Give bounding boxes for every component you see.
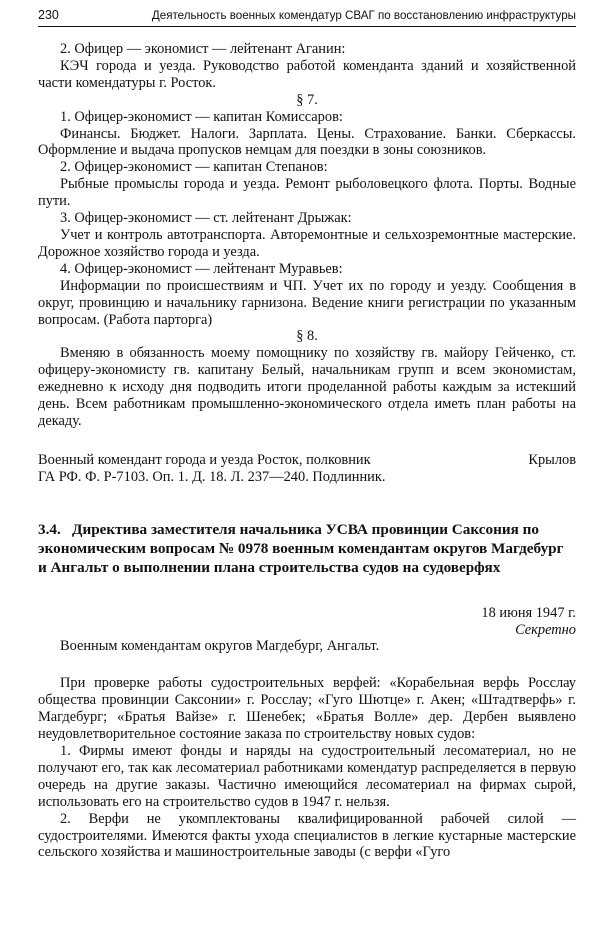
- officer-duties: Рыбные промыслы города и уезда. Ремонт рыболовецкого флота. Порты. Водные пути.: [38, 176, 576, 210]
- signature-line: [38, 452, 576, 469]
- officer-duties: КЭЧ города и уезда. Руководство работой коменданта зданий и хозяйственной части комендатуры г. Росток.: [38, 57, 576, 91]
- officer-duties: Финансы. Бюджет. Налоги. Зарплата. Цены. Страхование. Банки. Сберкассы. Оформление и выдача пропусков немцам для поездки в зоны союзников.: [38, 125, 576, 159]
- document-number: 3.4.: [38, 520, 61, 538]
- text-body: [38, 41, 576, 861]
- directive-point: 2. Верфи не укомплектованы квалифицированной рабочей силой — судостроителями. Имеются факты ухода специалистов в легкие кустарные мастерские сельского хозяйства и машиностроительные заводы (с верфи «Гуго: [38, 810, 576, 861]
- section-heading: § 8.: [296, 328, 318, 345]
- directive-intro: При проверке работы судостроительных верфей: «Корабельная верфь Росслау общества провинции Саксонии» г. Росслау; «Гуго Шютце» г. Акен; «Штадтверфь» г. Магдебург; «Братья Вайзе» г. Шенебек; «Братья Волле» дер. Дербен выявлено неудовлетворительное состояние заказа по строительству новых судов:: [38, 675, 576, 743]
- page-number: 230: [38, 8, 59, 22]
- directive-point: 1. Фирмы имеют фонды и наряды на судостроительный лесоматериал, но не получают его, так как лесоматериал работниками комендатур распределяется в первую очередь на другие заказы. Частично имеющийся лесоматериал на фирмах сырой, использовать его на строительство судов в 1947 г. нельзя.: [38, 743, 576, 810]
- document-meta: [38, 605, 576, 639]
- document-title: [38, 520, 576, 577]
- officer-heading: 2. Офицер — экономист — лейтенант Аганин:: [60, 41, 346, 57]
- officer-heading: 4. Офицер-экономист — лейтенант Муравьев:: [60, 260, 343, 277]
- signature-role: Военный комендант города и уезда Росток, полковник: [38, 451, 371, 468]
- officer-duties: Учет и контроль автотранспорта. Авторемонтные и сельхозремонтные мастерские. Дорожное хозяйство города и уезда.: [38, 226, 576, 260]
- document-date: 18 июня 1947 г.: [481, 604, 576, 621]
- section-8-text: Вменяю в обязанность моему помощнику по хозяйству гв. майору Гейченко, ст. офицеру-экономисту гв. капитану Белый, начальникам групп и всем экономистам, ежедневно к исходу дня подводить итоги проделанной работы каждым за истекший день. Всем работникам промышленно-экономического отдела иметь план работы на декаду.: [38, 345, 576, 429]
- document-title-text: Директива заместителя начальника УСВА провинции Саксония по экономическим вопросам № 0978 военным комендантам округов Магдебург и Ангальт о выполнении плана строительства судов на судоверфях: [38, 520, 564, 576]
- running-header: [38, 8, 576, 27]
- directive-body: [38, 675, 576, 861]
- officer-duties: Информации по происшествиям и ЧП. Учет их по городу и уезду. Сообщения в округ, провинцию и начальнику гарнизона. Ведение книги регистрации по указанным вопросам. (Работа парторга): [38, 277, 576, 328]
- addressee: Военным комендантам округов Магдебург, Ангальт.: [60, 638, 380, 655]
- archive-source: ГА РФ. Ф. Р-7103. Оп. 1. Д. 18. Л. 237—240. Подлинник.: [38, 468, 386, 485]
- document-page: [38, 8, 576, 861]
- section-heading: § 7.: [296, 91, 318, 108]
- running-title: Деятельность военных комендатур СВАГ по восстановлению инфраструктуры: [151, 9, 576, 22]
- officer-heading: 2. Офицер-экономист — капитан Степанов:: [60, 159, 328, 176]
- officer-heading: 3. Офицер-экономист — ст. лейтенант Дрыжак:: [60, 210, 352, 227]
- signature-name: Крылов: [528, 451, 576, 468]
- officer-heading: 1. Офицер-экономист — капитан Комиссаров:: [60, 108, 343, 125]
- classification-stamp: Секретно: [515, 621, 576, 638]
